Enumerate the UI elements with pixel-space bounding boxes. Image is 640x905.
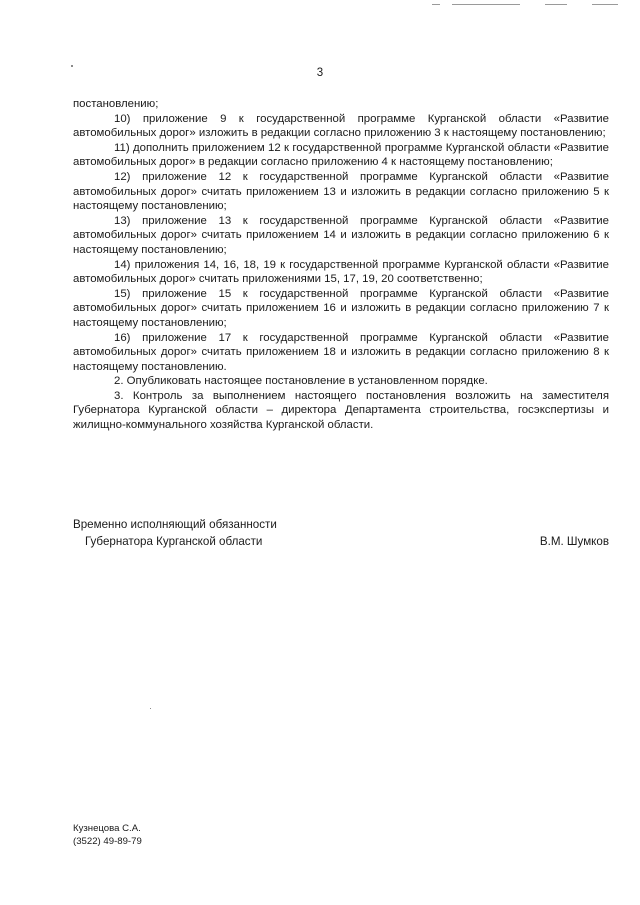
scan-artifact	[592, 4, 618, 5]
contact-info	[73, 823, 142, 848]
page-number: 3	[316, 67, 324, 79]
paragraph: постановлению;	[73, 98, 159, 110]
signatory-title-line: Временно исполняющий обязанности	[73, 518, 277, 531]
paragraph: 15) приложение 15 к государственной программе Курганской области «Развитие автомобильных дорог» считать приложением 16 и изложить в редакции согласно приложению 7 к настоящему постановлению;	[73, 287, 609, 329]
paragraph: 16) приложение 17 к государственной программе Курганской области «Развитие автомобильных дорог» считать приложением 18 и изложить в редакции согласно приложению 8 к настоящему постановлению.	[73, 331, 609, 373]
scan-artifact	[432, 4, 440, 5]
paragraph: 14) приложения 14, 16, 18, 19 к государственной программе Курганской области «Развитие автомобильных дорог» считать приложениями 15, 17, 19, 20 соответственно;	[73, 258, 609, 286]
paragraph: 12) приложение 12 к государственной программе Курганской области «Развитие автомобильных дорог» считать приложением 13 и изложить в редакции согласно приложению 5 к настоящему постановлению;	[73, 170, 609, 213]
paragraph: 11) дополнить приложением 12 к государственной программе Курганской области «Развитие автомобильных дорог» в редакции согласно приложению 4 к настоящему постановлению;	[73, 141, 609, 169]
contact-phone: (3522) 49-89-79	[73, 835, 142, 847]
signatory-title-line: Губернатора Курганской области	[85, 534, 263, 548]
scan-artifact	[545, 4, 567, 5]
scan-speck	[150, 708, 151, 709]
paragraph: 2. Опубликовать настоящее постановление в установленном порядке.	[114, 375, 488, 388]
signatory-name: В.М. Шумков	[539, 535, 609, 548]
paragraph: 3. Контроль за выполнением настоящего постановления возложить на заместителя Губернатора Курганской области – директора Департамента строительства, госэкспертизы и жилищно-коммунального хозяйства Курганской области.	[73, 389, 609, 432]
scan-artifact	[452, 4, 520, 5]
paragraph: 10) приложение 9 к государственной программе Курганской области «Развитие автомобильных дорог» изложить в редакции согласно приложению 3 к настоящему постановлению;	[73, 112, 609, 140]
contact-name: Кузнецова С.А.	[73, 823, 141, 834]
document-body	[73, 97, 609, 433]
paragraph: 13) приложение 13 к государственной программе Курганской области «Развитие автомобильных дорог» считать приложением 14 и изложить в редакции согласно приложению 6 к настоящему постановлению;	[73, 214, 609, 256]
signatory-title	[73, 517, 277, 550]
